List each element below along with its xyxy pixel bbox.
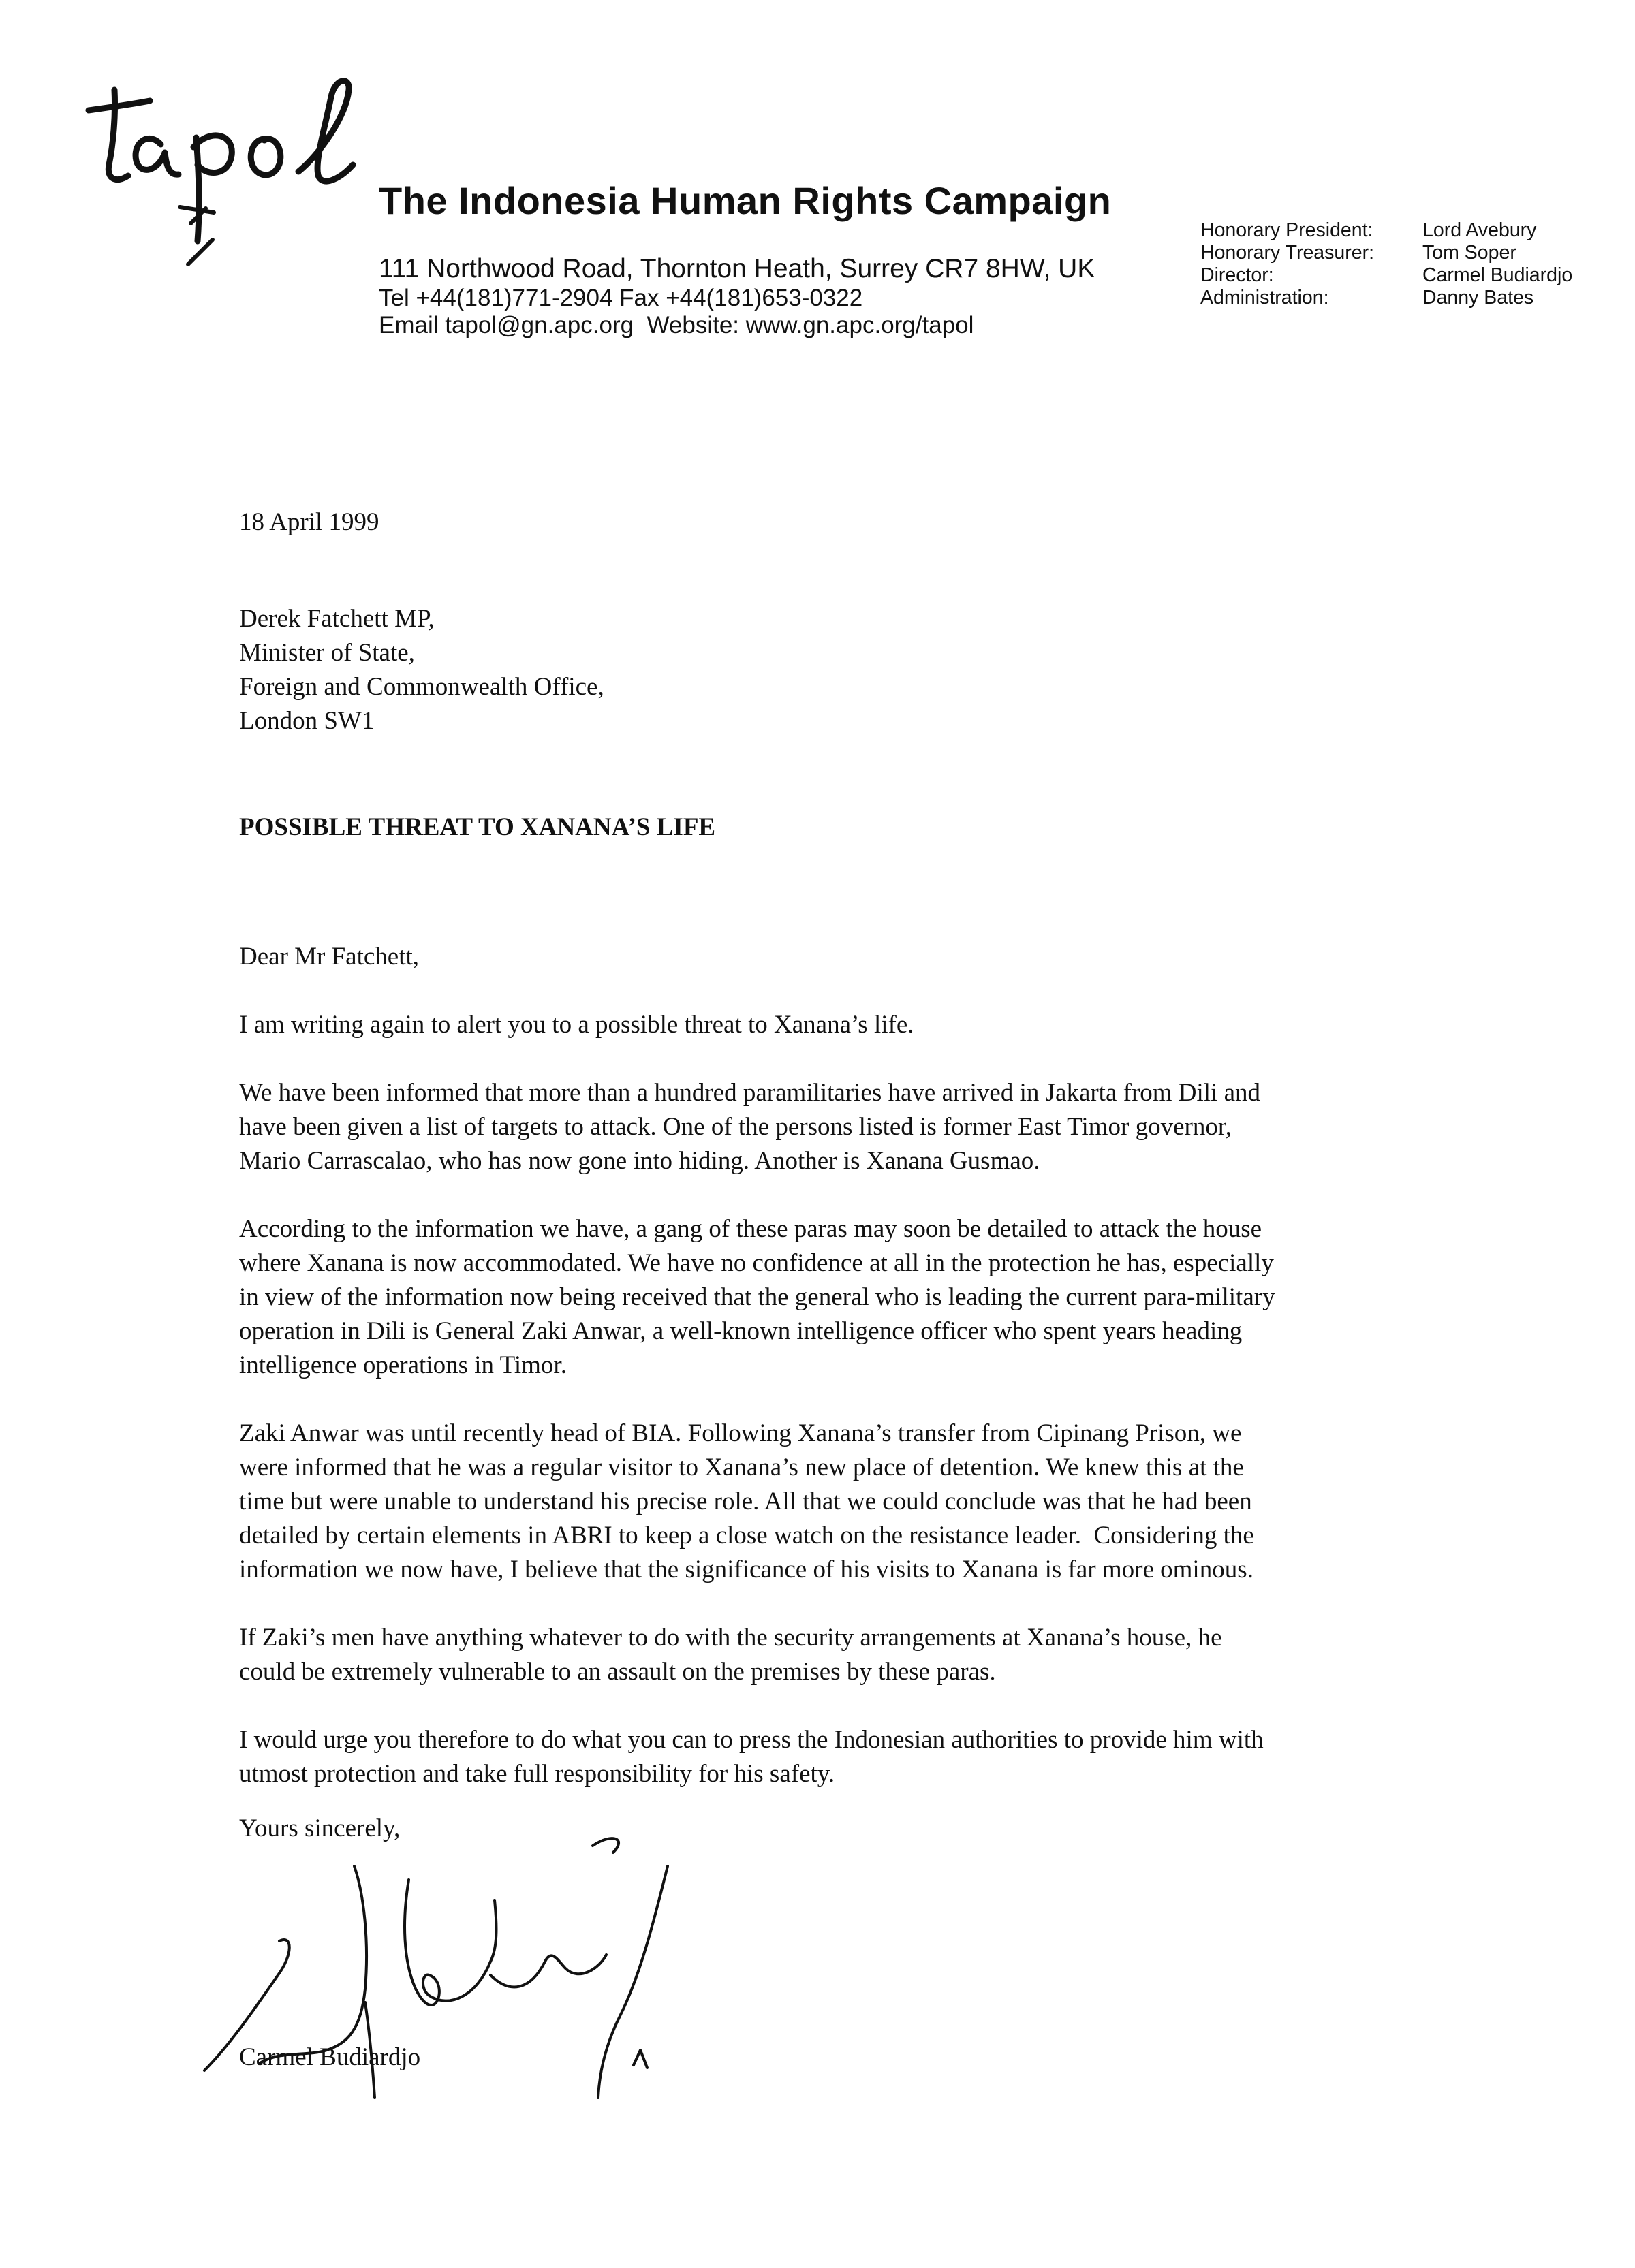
body-line: in view of the information now being received that the general who is leading the current para-military: [239, 1283, 1275, 1311]
body-paragraph: [239, 1417, 1404, 1587]
recipient-line: Minister of State,: [239, 639, 415, 667]
body-line: Zaki Anwar was until recently head of BIA. Following Xanana’s transfer from Cipinang Prison, we: [239, 1419, 1242, 1447]
body-line: operation in Dili is General Zaki Anwar, a well-known intelligence officer who spent years heading: [239, 1317, 1243, 1345]
officer-row: [1200, 287, 1572, 309]
body-line: could be extremely vulnerable to an assault on the premises by these paras.: [239, 1658, 996, 1686]
body-line: According to the information we have, a gang of these paras may soon be detailed to attack the house: [239, 1215, 1262, 1243]
body-paragraph: [239, 1008, 1404, 1042]
officer-role: Honorary President:: [1200, 219, 1373, 241]
tapol-logo: [74, 63, 387, 267]
officer-role: Honorary Treasurer:: [1200, 242, 1375, 264]
body-line: information we now have, I believe that the significance of his visits to Xanana is far more ominous.: [239, 1556, 1254, 1584]
recipient-address: [239, 602, 604, 738]
officer-name: Lord Avebury: [1422, 219, 1537, 241]
body-line: time but were unable to understand his precise role. All that we could conclude was that he had been: [239, 1487, 1252, 1515]
officer-name: Tom Soper: [1422, 242, 1516, 264]
organization-address: 111 Northwood Road, Thornton Heath, Surrey CR7 8HW, UK: [379, 254, 1095, 283]
officer-row: [1200, 242, 1572, 264]
body-line: were informed that he was a regular visitor to Xanana’s new place of detention. We knew this at the: [239, 1453, 1244, 1481]
email-website: Email tapol@gn.apc.org Website: www.gn.apc.org/tapol: [379, 312, 974, 338]
body-line: I am writing again to alert you to a possible threat to Xanana’s life.: [239, 1011, 914, 1039]
body-line: detailed by certain elements in ABRI to keep a close watch on the resistance leader. Considering the: [239, 1522, 1254, 1549]
officer-name: Danny Bates: [1422, 287, 1534, 309]
body-paragraph: [239, 1212, 1404, 1383]
body-paragraph: [239, 1723, 1404, 1791]
letter-body: [239, 1008, 1404, 1825]
organization-contact: [379, 253, 1095, 339]
officer-row: [1200, 219, 1572, 242]
officer-role: Director:: [1200, 264, 1274, 286]
organization-name: The Indonesia Human Rights Campaign: [379, 179, 1112, 222]
signer-name: Carmel Budiardjo: [239, 2043, 421, 2071]
body-paragraph: [239, 1621, 1404, 1689]
salutation: Dear Mr Fatchett,: [239, 943, 420, 971]
body-line: have been given a list of targets to attack. One of the persons listed is former East Timor governor,: [239, 1113, 1232, 1141]
officer-name: Carmel Budiardjo: [1422, 264, 1573, 286]
body-line: intelligence operations in Timor.: [239, 1351, 567, 1379]
body-line: utmost protection and take full responsibility for his safety.: [239, 1760, 835, 1788]
body-line: We have been informed that more than a hundred paramilitaries have arrived in Jakarta from Dili and: [239, 1079, 1261, 1107]
body-line: where Xanana is now accommodated. We have no confidence at all in the protection he has, especially: [239, 1249, 1274, 1277]
recipient-line: Foreign and Commonwealth Office,: [239, 673, 604, 701]
closing: Yours sincerely,: [239, 1814, 401, 1842]
officer-row: [1200, 264, 1572, 287]
officers-list: [1200, 219, 1572, 309]
phone-fax: Tel +44(181)771-2904 Fax +44(181)653-0322: [379, 285, 863, 311]
body-line: If Zaki’s men have anything whatever to do with the security arrangements at Xanana’s house, he: [239, 1624, 1222, 1652]
body-paragraph: [239, 1076, 1404, 1178]
officer-role: Administration:: [1200, 287, 1329, 309]
body-line: Mario Carrascalao, who has now gone into hiding. Another is Xanana Gusmao.: [239, 1147, 1040, 1175]
recipient-line: London SW1: [239, 707, 375, 735]
letter-date: 18 April 1999: [239, 508, 379, 536]
body-line: I would urge you therefore to do what you can to press the Indonesian authorities to provide him with: [239, 1726, 1264, 1754]
recipient-line: Derek Fatchett MP,: [239, 605, 435, 633]
letter-subject: POSSIBLE THREAT TO XANANA’S LIFE: [239, 813, 716, 841]
